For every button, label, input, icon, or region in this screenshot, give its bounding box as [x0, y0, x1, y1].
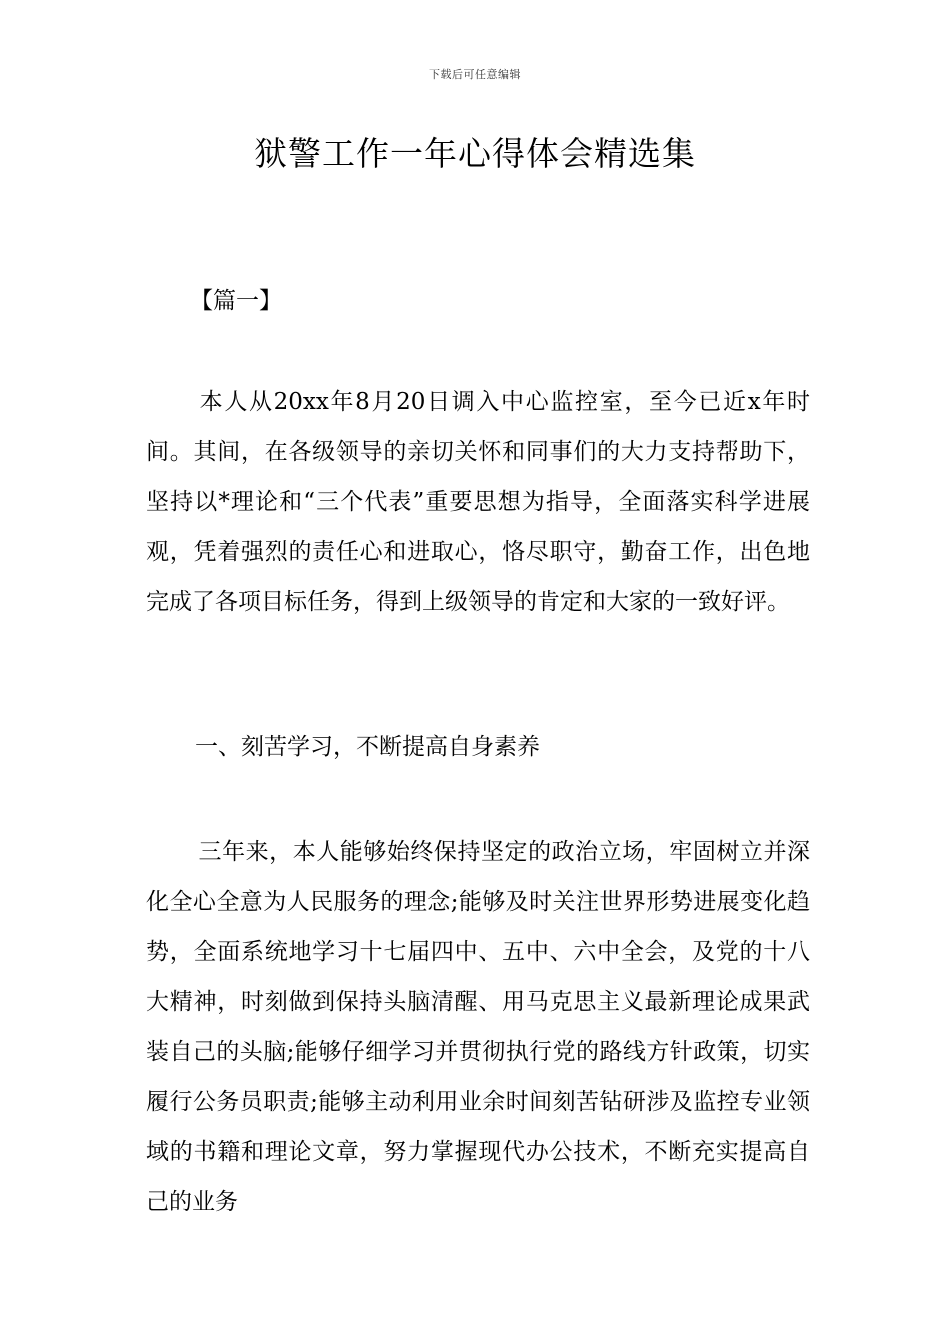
- paragraph-intro: [146, 377, 810, 627]
- paragraph-study-text: 三年来，本人能够始终保持坚定的政治立场，牢固树立并深化全心全意为人民服务的理念;能够及时关注世界形势进展变化趋势，全面系统地学习十七届四中、五中、六中全会，及党的十八大精神，时刻做到保持头脑清醒、用马克思主义最新理论成果武装自己的头脑;能够仔细学习并贯彻执行党的路线方针政策，切实履行公务员职责;能够主动利用业余时间刻苦钻研涉及监控专业领域的书籍和理论文章，努力掌握现代办公技术，不断充实提高自己的业务: [146, 839, 810, 1215]
- paragraph-study: [146, 827, 810, 1227]
- paragraph-intro-text: 本人从20xx年8月20日调入中心监控室，至今已近x年时间。其间，在各级领导的亲切关怀和同事们的大力支持帮助下，坚持以*理论和“三个代表”重要思想为指导，全面落实科学进展观，凭着强烈的责任心和进取心，恪尽职守，勤奋工作，出色地完成了各项目标任务，得到上级领导的肯定和大家的一致好评。: [146, 389, 810, 615]
- section-subheading: 一、刻苦学习，不断提高自身素养: [195, 734, 540, 760]
- page-header-note: 下载后可任意编辑: [429, 68, 521, 81]
- document-title: 狱警工作一年心得体会精选集: [254, 134, 696, 173]
- section-label: 【篇一】: [190, 288, 282, 314]
